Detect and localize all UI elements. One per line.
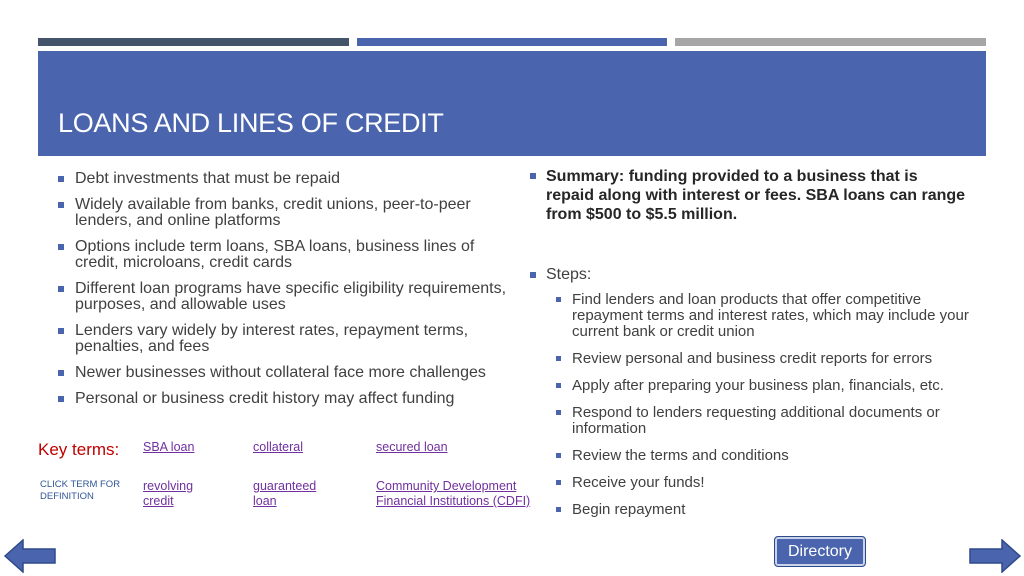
term-link-cdfi[interactable]: Community Development Financial Institutions (CDFI) [376, 479, 531, 508]
accent-bar-dark [38, 38, 349, 46]
bullet-icon [58, 176, 64, 182]
bullet-icon [530, 272, 536, 278]
bullet-icon [556, 507, 561, 512]
list-item: Lenders vary widely by interest rates, repayment terms, penalties, and fees [58, 323, 508, 355]
list-item: Receive your funds! [556, 475, 970, 491]
list-item: Newer businesses without collateral face more challenges [58, 365, 508, 381]
list-item: Find lenders and loan products that offer competitive repayment terms and interest rates, which may include your current bank or credit union [556, 292, 970, 340]
accent-bar-blue [357, 38, 667, 46]
list-item: Debt investments that must be repaid [58, 171, 508, 187]
list-item: Different loan programs have specific eligibility requirements, purposes, and allowable uses [58, 281, 508, 313]
list-item: Options include term loans, SBA loans, business lines of credit, microloans, credit cards [58, 239, 508, 271]
click-term-instruction: CLICK TERM FOR DEFINITION [40, 479, 121, 502]
directory-button[interactable]: Directory [774, 536, 866, 567]
summary-paragraph: Summary: funding provided to a business that is repaid along with interest or fees. SBA loans can range from $500 to $5.5 million. [530, 167, 970, 224]
term-link-guaranteed-loan[interactable]: guaranteed loan [253, 479, 317, 508]
list-item: Review personal and business credit reports for errors [556, 351, 970, 367]
forward-arrow-icon[interactable] [969, 539, 1021, 573]
accent-bar-gray [675, 38, 986, 46]
bullet-icon [556, 383, 561, 388]
bullet-icon [556, 480, 561, 485]
term-link-secured-loan[interactable]: secured loan [376, 440, 448, 454]
bullet-icon [58, 202, 64, 208]
steps-list [556, 292, 970, 518]
term-link-sba-loan[interactable]: SBA loan [143, 440, 195, 454]
list-item: Begin repayment [556, 502, 970, 518]
list-item: Apply after preparing your business plan, financials, etc. [556, 378, 970, 394]
list-item: Respond to lenders requesting additional documents or information [556, 405, 970, 437]
list-item: Review the terms and conditions [556, 448, 970, 464]
bullet-icon [556, 297, 561, 302]
back-arrow-icon[interactable] [4, 539, 56, 573]
bullet-icon [58, 328, 64, 334]
bullet-icon [530, 173, 536, 179]
right-column [530, 167, 970, 529]
key-terms-label: Key terms: [38, 440, 120, 459]
bullet-icon [556, 453, 561, 458]
bullet-icon [58, 286, 64, 292]
bullet-icon [58, 370, 64, 376]
bullet-icon [556, 410, 561, 415]
bullet-icon [58, 244, 64, 250]
bullet-icon [58, 396, 64, 402]
term-link-collateral[interactable]: collateral [253, 440, 304, 454]
list-item: Widely available from banks, credit unions, peer-to-peer lenders, and online platforms [58, 197, 508, 229]
title-banner [38, 51, 986, 156]
term-link-revolving-credit[interactable]: revolving credit [143, 479, 194, 508]
steps-heading: Steps: [530, 266, 970, 284]
left-bullet-list [58, 171, 508, 417]
bullet-icon [556, 356, 561, 361]
slide-title: LOANS AND LINES OF CREDIT [58, 108, 444, 138]
list-item: Personal or business credit history may affect funding [58, 391, 508, 407]
